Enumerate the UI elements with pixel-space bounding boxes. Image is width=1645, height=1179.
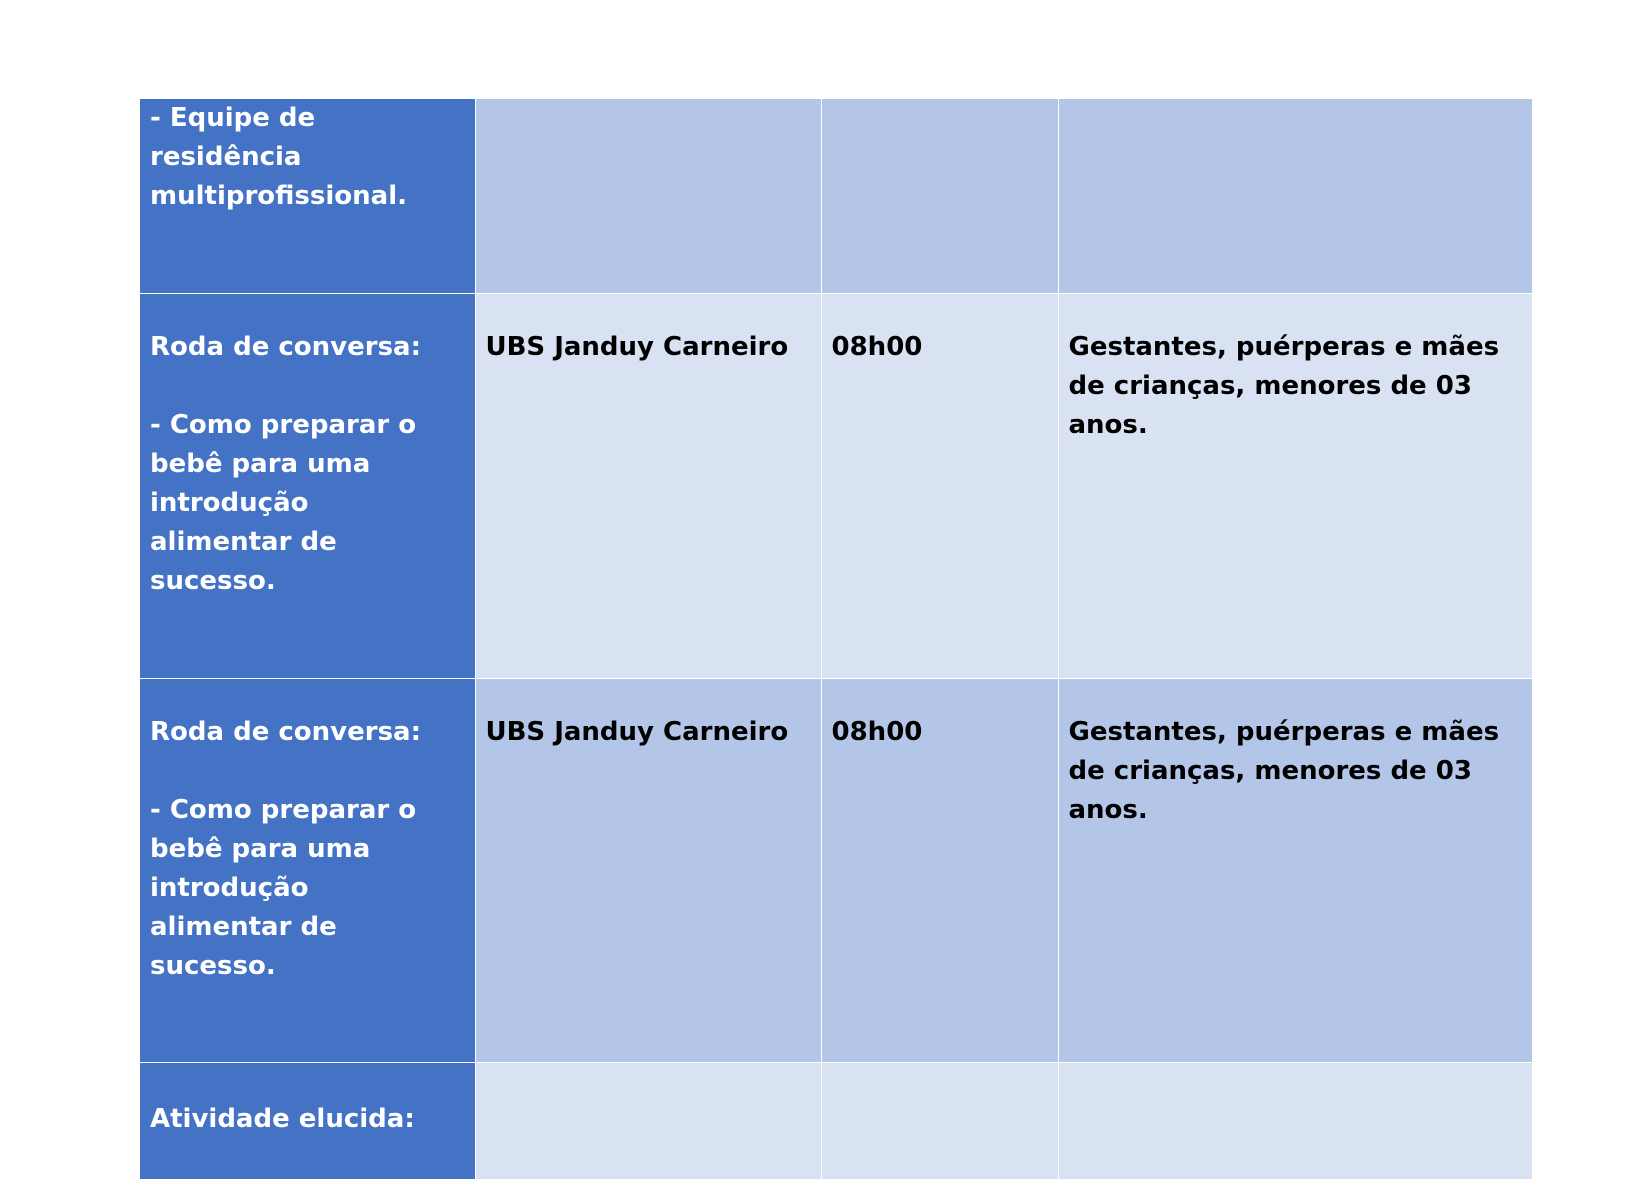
audience-line: anos. bbox=[1069, 791, 1523, 830]
activity-line: introdução bbox=[150, 484, 465, 523]
audience-line: de crianças, menores de 03 bbox=[1069, 367, 1523, 406]
activity-line: bebê para uma bbox=[150, 830, 465, 869]
time-cell bbox=[821, 679, 1058, 1063]
location-cell bbox=[475, 1063, 821, 1179]
line-spacer bbox=[150, 367, 465, 406]
activity-line: bebê para uma bbox=[150, 445, 465, 484]
time-text: 08h00 bbox=[832, 328, 1048, 367]
activity-line: - Equipe de bbox=[150, 99, 465, 138]
table-row bbox=[140, 294, 1532, 679]
activity-line: - Como preparar o bbox=[150, 406, 465, 445]
audience-line: anos. bbox=[1069, 406, 1523, 445]
time-cell bbox=[821, 294, 1058, 679]
activity-line: introdução bbox=[150, 869, 465, 908]
line-spacer bbox=[150, 752, 465, 791]
audience-cell bbox=[1058, 679, 1532, 1063]
activity-cell bbox=[140, 99, 475, 294]
table-row bbox=[140, 679, 1532, 1063]
activity-title: Atividade elucida: bbox=[150, 1100, 465, 1139]
activity-line: sucesso. bbox=[150, 562, 465, 601]
activity-cell bbox=[140, 679, 475, 1063]
activity-cell bbox=[140, 1063, 475, 1179]
location-text: UBS Janduy Carneiro bbox=[486, 328, 811, 367]
audience-line: de crianças, menores de 03 bbox=[1069, 752, 1523, 791]
activity-line: multiprofissional. bbox=[150, 177, 465, 216]
audience-line: Gestantes, puérperas e mães bbox=[1069, 713, 1523, 752]
activity-title: Roda de conversa: bbox=[150, 713, 465, 752]
audience-cell bbox=[1058, 294, 1532, 679]
table-row bbox=[140, 1063, 1532, 1179]
activity-line: alimentar de bbox=[150, 523, 465, 562]
schedule-table bbox=[140, 99, 1532, 1179]
activity-title: Roda de conversa: bbox=[150, 328, 465, 367]
table-row bbox=[140, 99, 1532, 294]
audience-cell bbox=[1058, 99, 1532, 294]
activity-line: - Como preparar o bbox=[150, 791, 465, 830]
time-cell bbox=[821, 99, 1058, 294]
activity-line: residência bbox=[150, 138, 465, 177]
location-cell bbox=[475, 679, 821, 1063]
time-cell bbox=[821, 1063, 1058, 1179]
activity-line: sucesso. bbox=[150, 947, 465, 986]
activity-cell bbox=[140, 294, 475, 679]
audience-cell bbox=[1058, 1063, 1532, 1179]
audience-line: Gestantes, puérperas e mães bbox=[1069, 328, 1523, 367]
location-text: UBS Janduy Carneiro bbox=[486, 713, 811, 752]
location-cell bbox=[475, 99, 821, 294]
location-cell bbox=[475, 294, 821, 679]
activity-line: alimentar de bbox=[150, 908, 465, 947]
time-text: 08h00 bbox=[832, 713, 1048, 752]
